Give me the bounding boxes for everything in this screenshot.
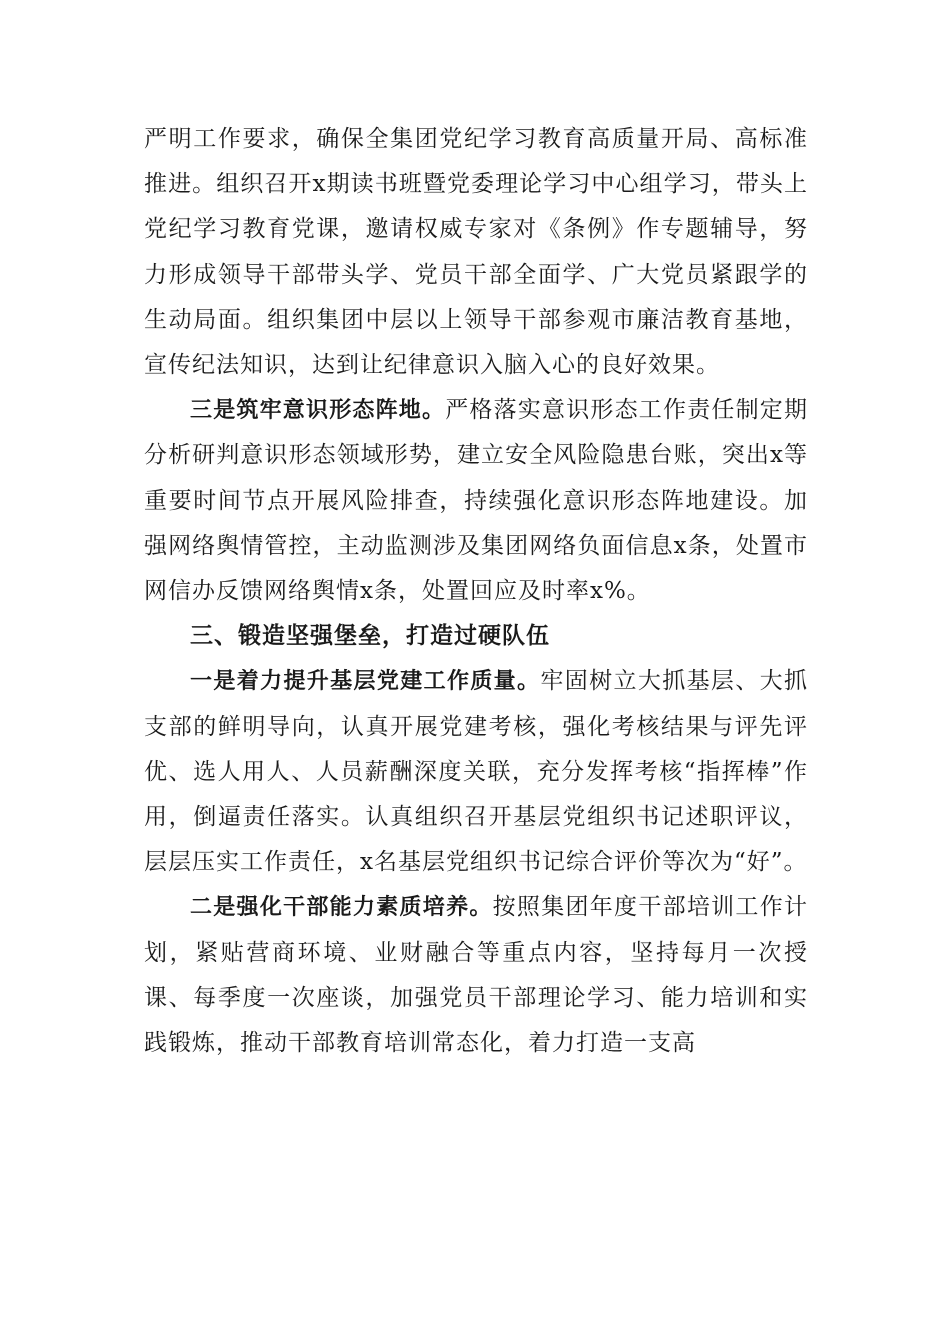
paragraph-continued [144,117,808,388]
paragraph-ideology [144,388,808,614]
paragraph-text: 按照集团年度干部培训工作计划，紧贴营商环境、业财融合等重点内容，坚持每月一次授课、每季度一次座谈，加强党员干部理论学习、能力培训和实践锻炼，推动干部教育培训常态化，着力打造一支高 [144,894,808,1057]
paragraph-lead: 三是筑牢意识形态阵地。 [190,398,446,424]
paragraph-lead: 一是着力提升基层党建工作质量。 [190,669,541,695]
paragraph-text: 牢固树立大抓基层、大抓支部的鲜明导向，认真开展党建考核，强化考核结果与评先评优、选人用人、人员薪酬深度关联，充分发挥考核“指挥棒”作用，倒逼责任落实。认真组织召开基层党组织书记述职评议，层层压实工作责任，x名基层党组织书记综合评价等次为“好”。 [144,668,808,876]
paragraph-lead: 二是强化干部能力素质培养。 [190,895,493,921]
section-heading [144,614,808,659]
document-body [144,117,808,1066]
paragraph-text: 严格落实意识形态工作责任制定期分析研判意识形态领域形势，建立安全风险隐患台账，突出x等重要时间节点开展风险排查，持续强化意识形态阵地建设。加强网络舆情管控，主动监测涉及集团网络负面信息x条，处置市网信办反馈网络舆情x条，处置回应及时率x%。 [144,397,808,605]
paragraph-party-building [144,659,808,885]
paragraph-text: 严明工作要求，确保全集团党纪学习教育高质量开局、高标准推进。组织召开x期读书班暨党委理论学习中心组学习，带头上党纪学习教育党课，邀请权威专家对《条例》作专题辅导，努力形成领导干部带头学、党员干部全面学、广大党员紧跟学的生动局面。组织集团中层以上领导干部参观市廉洁教育基地，宣传纪法知识，达到让纪律意识入脑入心的良好效果。 [144,126,808,379]
paragraph-cadre-training [144,885,808,1066]
section-heading-text: 三、锻造坚强堡垒，打造过硬队伍 [190,623,550,650]
